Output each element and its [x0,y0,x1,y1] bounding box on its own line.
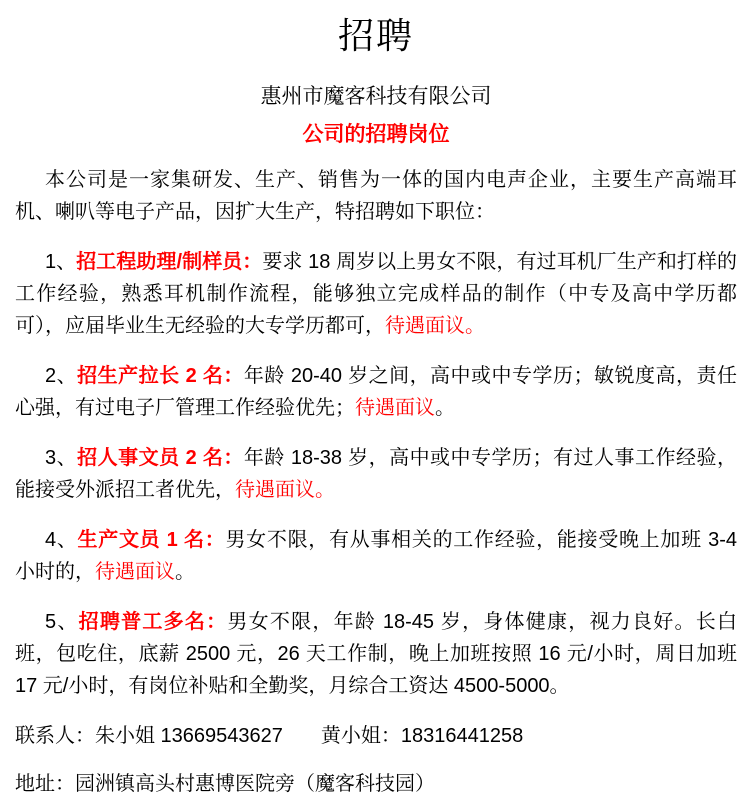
job-item-2 [15,360,737,424]
contact-primary: 联系人：朱小姐 13669543627 [15,725,283,747]
job-number: 4、 [45,529,78,551]
page-title: 招聘 [337,15,414,56]
job-description-tail: 。 [175,561,195,583]
job-description-tail: 。 [435,397,455,419]
deal-negotiable-text: 待遇面议。 [385,315,485,337]
job-number: 2、 [45,365,78,387]
job-title: 招工程助理/制样员： [76,251,263,273]
company-name: 惠州市魔客科技有限公司 [260,85,492,108]
job-item-1 [15,246,737,342]
job-description: 年龄 18-38 岁，高中或中专学历；有过人事工作经验，能接受外派招工者优先， [15,447,737,501]
job-number: 1、 [45,251,77,273]
contact-secondary: 黄小姐：18316441258 [320,725,524,747]
job-item-4 [15,524,737,588]
deal-negotiable-text: 待遇面议。 [235,479,335,501]
job-description: 男女不限，有从事相关的工作经验，能接受晚上加班 3-4 小时的， [15,529,737,583]
job-description: 男女不限，年龄 18-45 岁，身体健康，视力良好。长白班，包吃住，底薪 2500 元，26 天工作制，晚上加班按照 16 元/小时，周日加班 17 元/小时，有岗位补贴和全勤奖，月综合工资达 4500-5000。 [15,611,738,697]
job-number: 3、 [45,447,78,469]
contact-line [15,720,737,752]
address-line: 地址：园洲镇高头村惠博医院旁（魔客科技园） [15,773,435,795]
job-description: 年龄 20-40 岁之间，高中或中专学历；敏锐度高，责任心强，有过电子厂管理工作经验优先； [15,365,737,419]
job-item-5 [15,606,737,702]
deal-negotiable-text: 待遇面议 [95,561,175,583]
job-description: 要求 18 周岁以上男女不限，有过耳机厂生产和打样的工作经验，熟悉耳机制作流程，能够独立完成样品的制作（中专及高中学历都可），应届毕业生无经验的大专学历都可， [15,251,738,337]
job-title: 招人事文员 2 名： [77,447,244,469]
job-item-3 [15,442,737,506]
intro-paragraph: 本公司是一家集研发、生产、销售为一体的国内电声企业，主要生产高端耳机、喇叭等电子产品，因扩大生产，特招聘如下职位： [15,169,737,223]
section-heading: 公司的招聘岗位 [302,123,450,146]
job-number: 5、 [45,611,79,633]
job-title: 招聘普工多名： [78,611,228,633]
job-title: 生产文员 1 名： [77,529,226,551]
job-title: 招生产拉长 2 名： [77,365,244,387]
deal-negotiable-text: 待遇面议 [355,397,435,419]
